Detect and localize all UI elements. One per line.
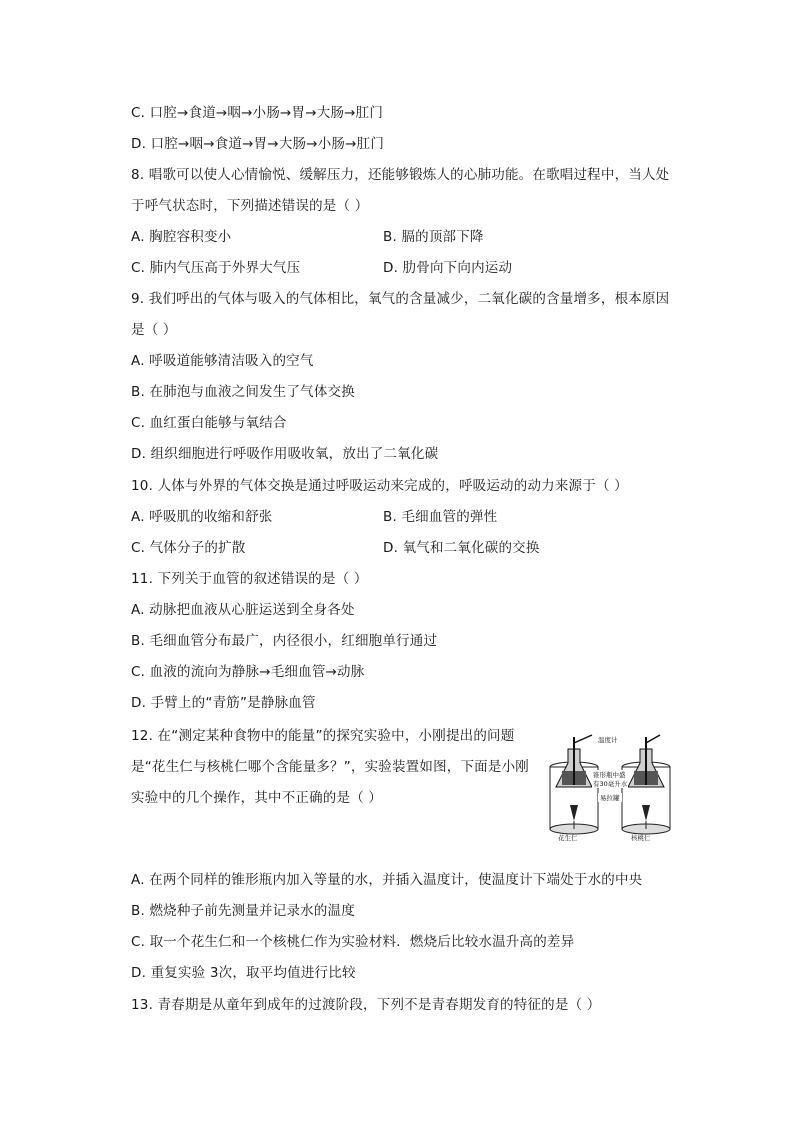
q8-option-a: A. 胸腔容积变小 — [131, 229, 232, 245]
left-apparatus — [550, 735, 598, 841]
q11-option-c: C. 血液的流向为静脉→毛细血管→动脉 — [131, 664, 365, 680]
q8-stem-line-2: 于呼气状态时，下列描述错误的是（ ） — [131, 198, 369, 214]
label-walnut: 核桃仁 — [631, 834, 651, 841]
q9-option-c: C. 血红蛋白能够与氧结合 — [131, 415, 287, 431]
experiment-apparatus-figure — [540, 733, 675, 841]
label-can: 易拉罐 — [600, 794, 620, 802]
q12-stem-line-3: 实验中的几个操作，其中不正确的是（ ） — [131, 790, 383, 806]
apparatus-diagram — [540, 733, 675, 841]
q12-option-c: C. 取一个花生仁和一个核桃仁作为实验材料．燃烧后比较水温升高的差异 — [131, 934, 575, 950]
q10-option-d: D. 氧气和二氧化碳的交换 — [383, 540, 540, 556]
q7-option-d: D. 口腔→咽→食道→胃→大肠→小肠→肛门 — [131, 136, 385, 152]
q9-option-a: A. 呼吸道能够清洁吸入的空气 — [131, 353, 314, 369]
q9-option-d: D. 组织细胞进行呼吸作用吸收氧，放出了二氧化碳 — [131, 446, 439, 462]
q8-option-c: C. 肺内气压高于外界大气压 — [131, 260, 301, 276]
label-flask-line-2: 有30毫升水 — [593, 780, 628, 788]
q9-stem-line-2: 是（ ） — [131, 322, 177, 338]
q11-option-a: A. 动脉把血液从心脏运送到全身各处 — [131, 602, 355, 618]
q10-option-c: C. 气体分子的扩散 — [131, 540, 246, 556]
q8-option-b: B. 膈的顶部下降 — [383, 229, 484, 245]
q9-option-b: B. 在肺泡与血液之间发生了气体交换 — [131, 384, 355, 400]
q12-option-a: A. 在两个同样的锥形瓶内加入等量的水，并插入温度计，使温度计下端处于水的中央 — [131, 872, 643, 888]
q11-option-b: B. 毛细血管分布最广，内径很小，红细胞单行通过 — [131, 633, 438, 649]
q8-option-d: D. 肋骨向下向内运动 — [383, 260, 513, 276]
label-thermometer: 温度计 — [598, 736, 618, 744]
q10-option-a: A. 呼吸肌的收缩和舒张 — [131, 509, 273, 525]
q12-option-b: B. 燃烧种子前先测量并记录水的温度 — [131, 903, 355, 919]
label-peanut: 花生仁 — [558, 834, 578, 841]
q13-stem: 13. 青春期是从童年到成年的过渡阶段，下列不是青春期发育的特征的是（ ） — [131, 997, 601, 1013]
q9-stem-line-1: 9. 我们呼出的气体与吸入的气体相比，氧气的含量减少，二氧化碳的含量增多，根本原因 — [131, 291, 670, 307]
q7-option-c: C. 口腔→食道→咽→小肠→胃→大肠→肛门 — [131, 105, 384, 121]
q11-stem: 11. 下列关于血管的叙述错误的是（ ） — [131, 571, 368, 587]
q8-stem-line-1: 8. 唱歌可以使人心情愉悦、缓解压力，还能够锻炼人的心肺功能。在歌唱过程中，当人处 — [131, 167, 670, 183]
q12-stem-line-1: 12. 在“测定某种食物中的能量”的探究实验中，小刚提出的问题 — [131, 728, 515, 744]
q11-option-d: D. 手臂上的“青筋”是静脉血管 — [131, 695, 316, 711]
right-apparatus — [622, 735, 670, 841]
label-flask-line-1: 锥形瓶中盛 — [593, 771, 626, 779]
q12-stem-line-2: 是“花生仁与核桃仁哪个含能量多？”，实验装置如图，下面是小刚 — [131, 759, 529, 775]
q10-option-b: B. 毛细血管的弹性 — [383, 509, 498, 525]
q10-stem: 10. 人体与外界的气体交换是通过呼吸运动来完成的，呼吸运动的动力来源于（ ） — [131, 478, 628, 494]
q12-option-d: D. 重复实验 3次，取平均值进行比较 — [131, 965, 356, 981]
